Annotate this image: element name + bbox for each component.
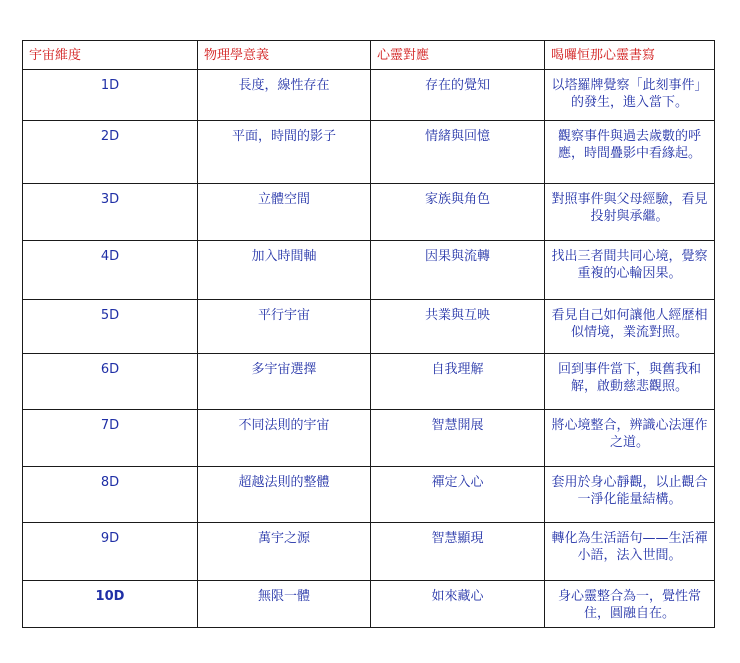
dimension-cell: 7D [23,410,198,467]
writing-cell: 轉化為生活語句——生活禪小語，法入世間。 [545,523,715,581]
table-row [23,581,715,628]
physics-cell: 不同法則的宇宙 [198,410,371,467]
table-row [23,70,715,121]
dimension-cell: 5D [23,300,198,354]
table-row [23,523,715,581]
writing-cell: 套用於身心靜觀，以止觀合一淨化能量結構。 [545,467,715,523]
physics-cell: 無限一體 [198,581,371,628]
dimension-cell: 6D [23,354,198,410]
writing-cell: 看見自己如何讓他人經歷相似情境，業流對照。 [545,300,715,354]
mind-cell: 情緒與回憶 [371,121,545,184]
header-dimension: 宇宙維度 [23,41,198,70]
writing-cell: 對照事件與父母經驗，看見投射與承繼。 [545,184,715,241]
dimension-cell: 9D [23,523,198,581]
table-row [23,184,715,241]
table-row [23,467,715,523]
mind-cell: 自我理解 [371,354,545,410]
table-body [23,70,715,628]
table-row [23,300,715,354]
physics-cell: 立體空間 [198,184,371,241]
table-row [23,410,715,467]
mind-cell: 家族與角色 [371,184,545,241]
physics-cell: 多宇宙選擇 [198,354,371,410]
writing-cell: 觀察事件與過去歲數的呼應，時間疊影中看緣起。 [545,121,715,184]
physics-cell: 平面，時間的影子 [198,121,371,184]
table-row [23,354,715,410]
dimension-table [22,40,715,628]
table-row [23,121,715,184]
header-writing: 喝囉恒那心靈書寫 [545,41,715,70]
dimension-cell: 10D [23,581,198,628]
mind-cell: 禪定入心 [371,467,545,523]
table-row [23,241,715,300]
writing-cell: 找出三者間共同心境，覺察重複的心輪因果。 [545,241,715,300]
writing-cell: 將心境整合，辨識心法運作之道。 [545,410,715,467]
writing-cell: 以塔羅牌覺察「此刻事件」的發生，進入當下。 [545,70,715,121]
physics-cell: 萬宇之源 [198,523,371,581]
mind-cell: 如來藏心 [371,581,545,628]
header-mind: 心靈對應 [371,41,545,70]
top-band [0,0,740,40]
physics-cell: 平行宇宙 [198,300,371,354]
header-physics: 物理學意義 [198,41,371,70]
writing-cell: 身心靈整合為一，覺性常住，圓融自在。 [545,581,715,628]
header-row [23,41,715,70]
mind-cell: 智慧顯現 [371,523,545,581]
mind-cell: 因果與流轉 [371,241,545,300]
physics-cell: 長度，線性存在 [198,70,371,121]
dimension-cell: 1D [23,70,198,121]
dimension-cell: 3D [23,184,198,241]
dimension-cell: 8D [23,467,198,523]
physics-cell: 加入時間軸 [198,241,371,300]
mind-cell: 共業與互映 [371,300,545,354]
dimension-cell: 4D [23,241,198,300]
mind-cell: 智慧開展 [371,410,545,467]
dimension-cell: 2D [23,121,198,184]
writing-cell: 回到事件當下，與舊我和解，啟動慈悲觀照。 [545,354,715,410]
mind-cell: 存在的覺知 [371,70,545,121]
physics-cell: 超越法則的整體 [198,467,371,523]
